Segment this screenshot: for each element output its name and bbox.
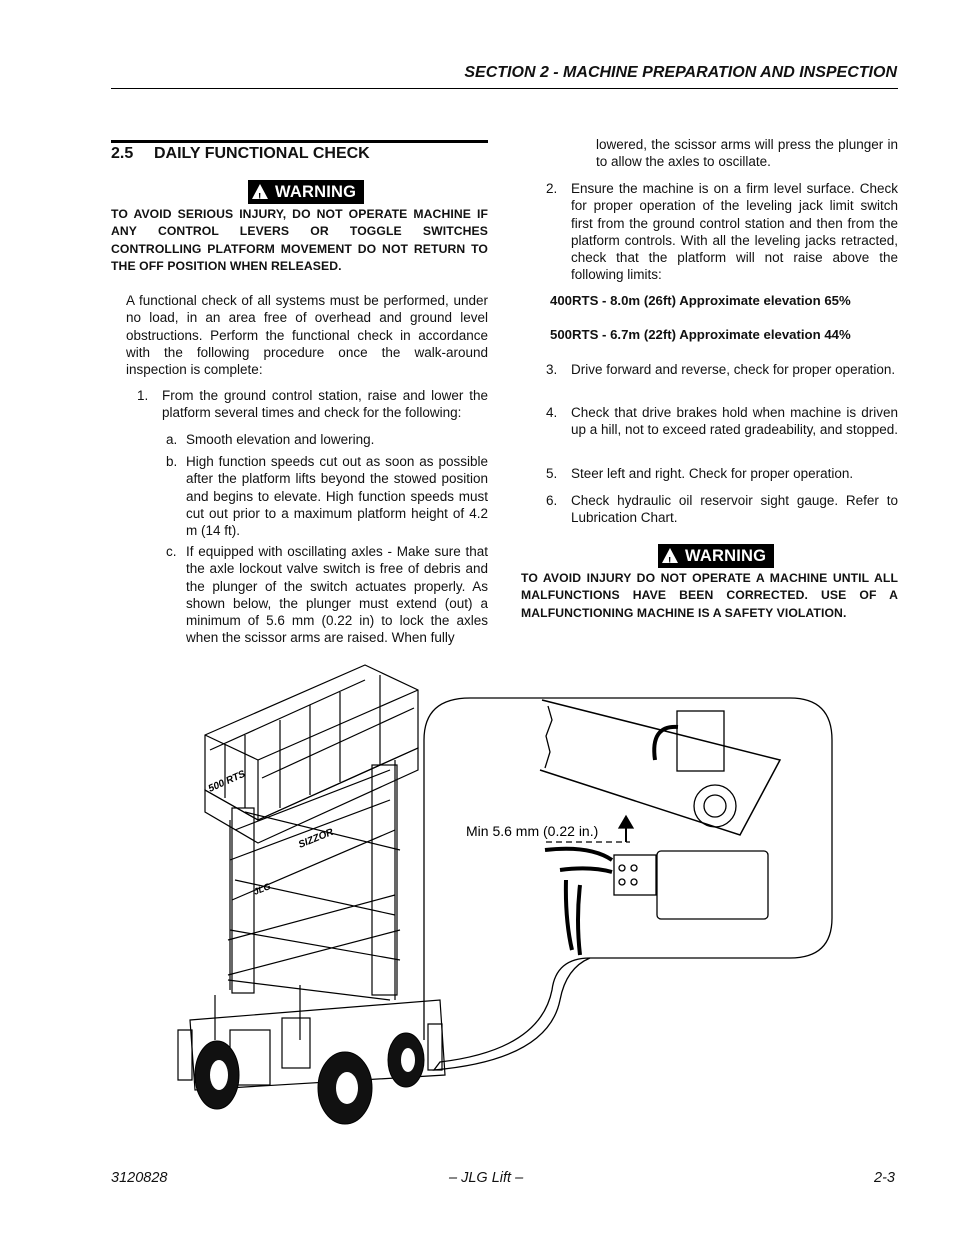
sub-a-text: Smooth elevation and lowering.: [186, 432, 375, 447]
intro-paragraph: A functional check of all systems must be performed, under no load, in an area free of overhead and ground level obstructions. Perform the functional check in accordance with the following procedure once the walk-around inspection is complete:: [126, 293, 488, 378]
warning-text-1: TO AVOID SERIOUS INJURY, DO NOT OPERATE MACHINE IF ANY CONTROL LEVERS OR TOGGLE SWITCHES CONTROLLING PLATFORM MOVEMENT DO NOT RETURN TO THE OFF POSITION WHEN RELEASED.: [111, 207, 488, 273]
step-1-text: From the ground control station, raise and lower the platform several times and check for the following:: [162, 388, 488, 421]
platform-decal: 500 RTS: [206, 768, 248, 795]
warning-text-2: TO AVOID INJURY DO NOT OPERATE A MACHINE UNTIL ALL MALFUNCTIONS HAVE BEEN CORRECTED. USE OF A MALFUNCTIONING MACHINE IS A SAFETY VIOLATION.: [521, 571, 898, 620]
sub-b-text: High function speeds cut out as soon as possible after the platform lifts beyond the stowed position and begins to elevate. High function speeds must cut out prior to a maximum platform height of 4.2 m (14 ft).: [186, 454, 488, 539]
spec-500rts: 500RTS - 6.7m (22ft) Approximate elevation 44%: [550, 327, 851, 342]
sub-b-letter: b.: [166, 454, 178, 469]
spec-400rts: 400RTS - 8.0m (26ft) Approximate elevation 65%: [550, 293, 851, 308]
step-3-number: 3.: [546, 362, 558, 377]
warning-label: WARNING: [685, 547, 767, 565]
callout-dimension-label: Min 5.6 mm (0.22 in.): [466, 823, 599, 839]
footer-page-number: 2-3: [874, 1170, 895, 1186]
step-6-number: 6.: [546, 493, 558, 508]
section-title: DAILY FUNCTIONAL CHECK: [154, 145, 370, 162]
sub-c-letter: c.: [166, 544, 177, 559]
warning-label: WARNING: [275, 183, 357, 201]
sub-c-continued: lowered, the scissor arms will press the plunger in to allow the axles to oscillate.: [596, 137, 898, 170]
step-5-number: 5.: [546, 466, 558, 481]
step-5-text: Steer left and right. Check for proper operation.: [571, 466, 854, 481]
footer-doc-number: 3120828: [111, 1170, 168, 1186]
step-2-number: 2.: [546, 181, 558, 196]
arm-decal-jlg: JLG: [252, 881, 272, 897]
arm-decal-sizzor: SIZZOR: [297, 826, 336, 851]
sub-a-letter: a.: [166, 432, 178, 447]
step-1-number: 1.: [137, 388, 149, 403]
section-number: 2.5: [111, 145, 134, 162]
footer-center: – JLG Lift –: [449, 1170, 524, 1186]
step-4-text: Check that drive brakes hold when machine is driven up a hill, not to exceed rated gradeability, and stopped.: [571, 405, 898, 438]
step-2-text: Ensure the machine is on a firm level surface. Check for proper operation of the leveling jack limit switch first from the ground control station and then from the platform controls. With all the leveling jacks retracted, check that the platform will not raise above the following limits:: [571, 181, 898, 283]
sub-c-text: If equipped with oscillating axles - Make sure that the axle lockout valve switch is free of debris and the plunger of the switch actuates properly. As shown below, the plunger must extend (out) a minimum of 5.6 mm (0.22 in) to lock the axles when the scissor arms are raised. When fully: [186, 544, 488, 646]
page-header-title: SECTION 2 - MACHINE PREPARATION AND INSPECTION: [464, 64, 897, 81]
step-6-text: Check hydraulic oil reservoir sight gauge. Refer to Lubrication Chart.: [571, 493, 898, 526]
step-4-number: 4.: [546, 405, 558, 420]
step-3-text: Drive forward and reverse, check for proper operation.: [571, 362, 896, 377]
detail-callout-bubble: [434, 698, 832, 1070]
